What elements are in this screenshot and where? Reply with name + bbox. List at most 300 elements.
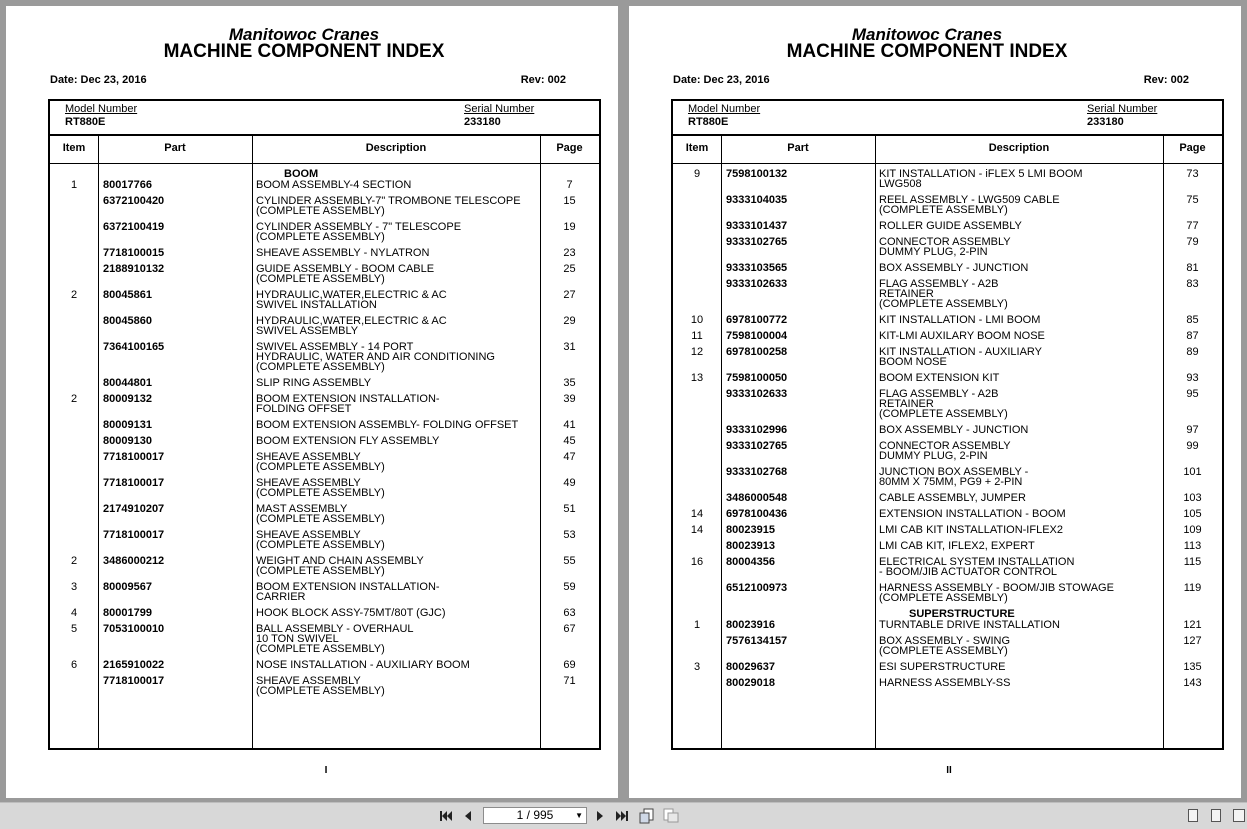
description-line: 10 TON SWIVEL <box>256 633 339 645</box>
description-line: HYDRAULIC, WATER AND AIR CONDITIONING <box>256 351 495 363</box>
part-description <box>875 636 1163 656</box>
description-line: RETAINER <box>879 398 934 410</box>
description-line: BOOM EXTENSION ASSEMBLY- FOLDING OFFSET <box>256 419 519 431</box>
item-number <box>50 342 98 372</box>
page-reference[interactable]: 85 <box>1186 314 1199 326</box>
item-number: 1 <box>693 619 701 631</box>
part-number: 80009567 <box>103 581 152 593</box>
table-row <box>50 660 599 670</box>
item-number: 16 <box>690 556 704 568</box>
part-description <box>875 263 1163 273</box>
header-divider <box>50 163 599 164</box>
serial-number-label: Serial Number <box>1087 103 1158 115</box>
page-reference[interactable]: 101 <box>1183 466 1202 478</box>
table-row <box>50 342 599 372</box>
description-line: (COMPLETE ASSEMBLY) <box>256 461 385 473</box>
table-body <box>50 169 599 702</box>
description-line: (COMPLETE ASSEMBLY) <box>256 539 385 551</box>
part-description <box>875 279 1163 309</box>
part-description <box>252 378 540 388</box>
table-row <box>673 331 1222 341</box>
part-description <box>252 420 540 430</box>
table-row <box>673 636 1222 656</box>
document-date: Date: Dec 23, 2016 <box>50 74 147 86</box>
header-divider <box>673 163 1222 164</box>
part-number: 7718100017 <box>103 451 165 463</box>
part-number: 7576134157 <box>726 635 788 647</box>
part-description <box>875 389 1163 419</box>
description-line: (COMPLETE ASSEMBLY) <box>879 408 1008 420</box>
description-line: JUNCTION BOX ASSEMBLY - <box>879 466 1029 478</box>
part-description <box>875 195 1163 215</box>
item-number <box>673 441 721 461</box>
table-row <box>673 441 1222 461</box>
description-line: (COMPLETE ASSEMBLY) <box>256 513 385 525</box>
page-reference[interactable]: 63 <box>563 607 576 619</box>
part-description <box>875 331 1163 341</box>
table-row <box>50 394 599 414</box>
description-line: SHEAVE ASSEMBLY - NYLATRON <box>256 247 430 259</box>
page-reference[interactable]: 79 <box>1186 236 1199 248</box>
item-number <box>673 541 721 551</box>
item-number <box>50 264 98 284</box>
description-line: REEL ASSEMBLY - LWG509 CABLE <box>879 194 1060 206</box>
table-row <box>50 676 599 696</box>
description-line: SWIVEL INSTALLATION <box>256 299 377 311</box>
part-description <box>252 660 540 670</box>
part-number: 7718100017 <box>103 675 165 687</box>
part-number: 80045861 <box>103 289 152 301</box>
item-number <box>50 676 98 696</box>
column-header-page: Page <box>1179 142 1206 154</box>
table-row <box>673 557 1222 577</box>
first-page-icon[interactable] <box>437 807 455 825</box>
document-revision: Rev: 002 <box>1143 74 1189 86</box>
table-row <box>673 541 1222 551</box>
page-reference[interactable]: 27 <box>563 289 576 301</box>
part-number: 80029637 <box>726 661 775 673</box>
description-line: CONNECTOR ASSEMBLY <box>879 440 1011 452</box>
part-number: 6978100772 <box>726 314 788 326</box>
part-number: 9333102765 <box>726 236 788 248</box>
page-reference[interactable]: 127 <box>1183 635 1202 647</box>
item-number: 2 <box>70 555 78 567</box>
item-number: 3 <box>693 661 701 673</box>
description-line: HARNESS ASSEMBLY - BOOM/JIB STOWAGE <box>879 582 1114 594</box>
document-page-right <box>629 6 1241 798</box>
description-line: BOX ASSEMBLY - SWING <box>879 635 1011 647</box>
page-footer-number: I <box>324 765 328 776</box>
description-line: KIT INSTALLATION - iFLEX 5 LMI BOOM <box>879 168 1083 180</box>
page-reference[interactable]: 135 <box>1183 661 1202 673</box>
table-row <box>50 608 599 618</box>
description-line: BOOM NOSE <box>879 356 947 368</box>
document-revision: Rev: 002 <box>520 74 566 86</box>
part-description <box>252 342 540 372</box>
single-page-view-icon[interactable] <box>1188 809 1198 822</box>
page-reference[interactable]: 45 <box>563 435 576 447</box>
item-number <box>50 248 98 258</box>
page-reference[interactable]: 41 <box>563 419 576 431</box>
description-line: SHEAVE ASSEMBLY <box>256 477 361 489</box>
page-reference[interactable]: 83 <box>1186 278 1199 290</box>
prev-page-icon[interactable] <box>459 807 477 825</box>
description-line: (COMPLETE ASSEMBLY) <box>256 361 385 373</box>
description-line: BOOM EXTENSION FLY ASSEMBLY <box>256 435 440 447</box>
part-description <box>252 530 540 550</box>
page-reference[interactable]: 73 <box>1186 168 1199 180</box>
page-reference[interactable]: 121 <box>1183 619 1202 631</box>
part-description <box>252 196 540 216</box>
model-info-box <box>673 101 1222 136</box>
description-line: HYDRAULIC,WATER,ELECTRIC & AC <box>256 289 447 301</box>
item-number <box>673 389 721 419</box>
page-reference[interactable]: 39 <box>563 393 576 405</box>
section-heading: BOOM <box>284 168 319 180</box>
table-row <box>673 169 1222 189</box>
page-reference[interactable]: 77 <box>1186 220 1199 232</box>
page-reference[interactable]: 67 <box>563 623 576 635</box>
viewer-toolbar <box>0 802 1247 829</box>
table-row <box>673 389 1222 419</box>
part-number: 80009132 <box>103 393 152 405</box>
description-line: (COMPLETE ASSEMBLY) <box>256 565 385 577</box>
component-table <box>48 99 601 750</box>
item-number <box>50 504 98 524</box>
item-number: 9 <box>693 168 701 180</box>
page-reference[interactable]: 59 <box>563 581 576 593</box>
part-description <box>252 264 540 284</box>
part-number: 7718100017 <box>103 477 165 489</box>
part-description <box>875 525 1163 535</box>
description-line: (COMPLETE ASSEMBLY) <box>879 592 1008 604</box>
company-name: Manitowoc Cranes <box>228 25 380 44</box>
column-header-part: Part <box>787 142 809 154</box>
part-number: 3486000212 <box>103 555 165 567</box>
description-line: 80MM X 75MM, PG9 + 2-PIN <box>879 476 1023 488</box>
continuous-view-icon[interactable] <box>1211 809 1221 822</box>
page-reference[interactable]: 115 <box>1183 556 1202 568</box>
part-number: 7598100132 <box>726 168 788 180</box>
part-number: 80004356 <box>726 556 775 568</box>
item-number: 6 <box>70 659 78 671</box>
description-line: - BOOM/JIB ACTUATOR CONTROL <box>879 566 1058 578</box>
description-line: NOSE INSTALLATION - AUXILIARY BOOM <box>256 659 470 671</box>
part-number: 7053100010 <box>103 623 165 635</box>
part-description <box>252 394 540 414</box>
page-reference[interactable]: 93 <box>1186 372 1199 384</box>
table-row <box>673 373 1222 383</box>
part-description <box>875 467 1163 487</box>
part-number: 80023915 <box>726 524 775 536</box>
table-row <box>673 493 1222 503</box>
description-line: KIT INSTALLATION - LMI BOOM <box>879 314 1041 326</box>
item-number: 13 <box>690 372 704 384</box>
page-number-input[interactable] <box>483 807 587 824</box>
document-title: MACHINE COMPONENT INDEX <box>163 41 445 62</box>
part-number: 9333104035 <box>726 194 788 206</box>
table-row <box>673 620 1222 630</box>
item-number: 3 <box>70 581 78 593</box>
part-number: 80009131 <box>103 419 152 431</box>
description-line: DUMMY PLUG, 2-PIN <box>879 246 988 258</box>
model-number-label: Model Number <box>65 103 138 115</box>
chevron-down-icon[interactable]: ▼ <box>575 811 583 820</box>
item-number <box>673 583 721 603</box>
part-description <box>252 556 540 576</box>
table-row <box>50 316 599 336</box>
part-number: 80023913 <box>726 540 775 552</box>
description-line: MAST ASSEMBLY <box>256 503 348 515</box>
part-description <box>875 509 1163 519</box>
next-page-icon[interactable] <box>591 807 609 825</box>
page-reference[interactable]: 71 <box>563 675 576 687</box>
page-reference[interactable]: 35 <box>563 377 576 389</box>
part-number: 2165910022 <box>103 659 165 671</box>
page-reference[interactable]: 53 <box>563 529 576 541</box>
item-number <box>50 436 98 446</box>
table-row <box>673 221 1222 231</box>
part-description <box>875 620 1163 630</box>
description-line: HOOK BLOCK ASSY-75MT/80T (GJC) <box>256 607 446 619</box>
description-line: BOOM ASSEMBLY-4 SECTION <box>256 179 412 191</box>
description-line: FLAG ASSEMBLY - A2B <box>879 278 999 290</box>
page-reference[interactable]: 87 <box>1186 330 1199 342</box>
part-number: 9333102633 <box>726 388 788 400</box>
item-number: 11 <box>691 330 703 342</box>
table-row <box>673 195 1222 215</box>
part-description <box>252 436 540 446</box>
part-number: 3486000548 <box>726 492 788 504</box>
description-line: LMI CAB KIT INSTALLATION-IFLEX2 <box>879 524 1063 536</box>
part-description <box>252 504 540 524</box>
description-line: BOX ASSEMBLY - JUNCTION <box>879 262 1029 274</box>
description-line: (COMPLETE ASSEMBLY) <box>256 231 385 243</box>
item-number: 14 <box>690 524 704 536</box>
part-description <box>875 347 1163 367</box>
table-row <box>50 582 599 602</box>
description-line: SHEAVE ASSEMBLY <box>256 675 361 687</box>
page-reference[interactable]: 47 <box>563 451 576 463</box>
model-info-box <box>50 101 599 136</box>
part-number: 2188910132 <box>103 263 165 275</box>
description-line: HARNESS ASSEMBLY-SS <box>879 677 1011 689</box>
description-line: CYLINDER ASSEMBLY-7" TROMBONE TELESCOPE <box>256 195 521 207</box>
item-number: 2 <box>70 393 78 405</box>
part-number: 9333101437 <box>726 220 788 232</box>
page-reference[interactable]: 19 <box>563 221 576 233</box>
page-reference[interactable]: 109 <box>1183 524 1202 536</box>
description-line: (COMPLETE ASSEMBLY) <box>879 298 1008 310</box>
description-line: SWIVEL ASSEMBLY <box>256 325 359 337</box>
description-line: (COMPLETE ASSEMBLY) <box>256 205 385 217</box>
description-line: BOOM EXTENSION KIT <box>879 372 1000 384</box>
item-number: 2 <box>70 289 78 301</box>
page-reference[interactable]: 113 <box>1183 540 1202 552</box>
page-reference[interactable]: 7 <box>566 179 573 191</box>
description-line: ROLLER GUIDE ASSEMBLY <box>879 220 1022 232</box>
page-reference[interactable]: 23 <box>563 247 576 259</box>
page-reference[interactable]: 69 <box>563 659 576 671</box>
part-number: 80045860 <box>103 315 152 327</box>
description-line: (COMPLETE ASSEMBLY) <box>256 685 385 697</box>
page-footer-number: II <box>946 765 952 776</box>
page-reference[interactable]: 29 <box>563 315 576 327</box>
part-number: 9333102633 <box>726 278 788 290</box>
serial-number-label: Serial Number <box>464 103 535 115</box>
part-description <box>875 678 1163 688</box>
table-row <box>50 264 599 284</box>
column-header-item: Item <box>685 142 709 154</box>
description-line: (COMPLETE ASSEMBLY) <box>256 273 385 285</box>
part-number: 6978100258 <box>726 346 788 358</box>
part-number: 6372100419 <box>103 221 165 233</box>
description-line: CYLINDER ASSEMBLY - 7" TELESCOPE <box>256 221 462 233</box>
item-number: 5 <box>70 623 78 635</box>
description-line: RETAINER <box>879 288 934 300</box>
part-description <box>252 608 540 618</box>
description-line: (COMPLETE ASSEMBLY) <box>256 643 385 655</box>
table-row <box>673 347 1222 367</box>
description-line: KIT-LMI AUXILARY BOOM NOSE <box>879 330 1045 342</box>
table-row <box>673 279 1222 309</box>
item-number <box>50 196 98 216</box>
document-title: MACHINE COMPONENT INDEX <box>786 41 1068 62</box>
table-row <box>673 525 1222 535</box>
description-line: ELECTRICAL SYSTEM INSTALLATION <box>879 556 1075 568</box>
item-number <box>673 263 721 273</box>
item-number <box>50 530 98 550</box>
item-number <box>50 452 98 472</box>
part-number: 80044801 <box>103 377 152 389</box>
page-reference[interactable]: 97 <box>1186 424 1199 436</box>
description-line: ESI SUPERSTRUCTURE <box>879 661 1006 673</box>
part-description <box>252 582 540 602</box>
item-number <box>50 478 98 498</box>
page-indicator-text: 1 / 995 <box>516 808 554 822</box>
table-row <box>50 378 599 388</box>
table-row <box>673 425 1222 435</box>
description-line: (COMPLETE ASSEMBLY) <box>256 487 385 499</box>
item-number <box>673 279 721 309</box>
table-row <box>673 509 1222 519</box>
table-row <box>673 467 1222 487</box>
table-row <box>50 420 599 430</box>
page-reference[interactable]: 15 <box>563 195 576 207</box>
table-row <box>673 263 1222 273</box>
part-number: 9333102996 <box>726 424 788 436</box>
item-number: 14 <box>690 508 704 520</box>
page-reference[interactable]: 31 <box>563 341 576 353</box>
part-number: 7718100017 <box>103 529 165 541</box>
item-number: 10 <box>690 314 704 326</box>
description-line: WEIGHT AND CHAIN ASSEMBLY <box>256 555 424 567</box>
item-number: 12 <box>690 346 704 358</box>
item-number: 4 <box>70 607 78 619</box>
part-description <box>252 248 540 258</box>
description-line: SHEAVE ASSEMBLY <box>256 451 361 463</box>
item-number: 1 <box>70 179 78 191</box>
description-line: BOOM EXTENSION INSTALLATION- <box>256 581 440 593</box>
table-body <box>673 169 1222 694</box>
table-row <box>50 196 599 216</box>
part-number: 6978100436 <box>726 508 788 520</box>
part-description <box>252 478 540 498</box>
part-description <box>252 180 540 190</box>
page-reference[interactable]: 119 <box>1183 582 1202 594</box>
column-header-page: Page <box>556 142 583 154</box>
part-description <box>875 169 1163 189</box>
part-number: 80029018 <box>726 677 775 689</box>
part-number: 9333103565 <box>726 262 788 274</box>
item-number <box>673 493 721 503</box>
page-reference[interactable]: 105 <box>1183 508 1202 520</box>
description-line: LWG508 <box>879 178 922 190</box>
page-reference[interactable]: 143 <box>1183 677 1202 689</box>
page-reference[interactable]: 25 <box>563 263 576 275</box>
part-description <box>252 452 540 472</box>
part-number: 6372100420 <box>103 195 165 207</box>
part-number: 80023916 <box>726 619 775 631</box>
table-row <box>673 315 1222 325</box>
rotate-page-icon[interactable] <box>638 807 656 825</box>
item-number <box>50 420 98 430</box>
page-reference[interactable]: 99 <box>1186 440 1199 452</box>
part-description <box>875 425 1163 435</box>
page-reference[interactable]: 103 <box>1183 492 1202 504</box>
page-reference[interactable]: 95 <box>1186 388 1199 400</box>
part-description <box>875 373 1163 383</box>
page-reference[interactable]: 51 <box>563 503 576 515</box>
table-row <box>50 290 599 310</box>
description-line: FOLDING OFFSET <box>256 403 352 415</box>
part-number: 7718100015 <box>103 247 165 259</box>
document-date: Date: Dec 23, 2016 <box>673 74 770 86</box>
serial-number-value: 233180 <box>464 116 501 128</box>
part-description <box>252 316 540 336</box>
description-line: CARRIER <box>256 591 306 603</box>
part-description <box>875 583 1163 603</box>
table-row <box>673 678 1222 688</box>
part-description <box>252 624 540 654</box>
page-reference[interactable]: 81 <box>1186 262 1199 274</box>
page-reference[interactable]: 89 <box>1186 346 1199 358</box>
description-line: SWIVEL ASSEMBLY - 14 PORT <box>256 341 414 353</box>
item-number <box>673 467 721 487</box>
table-row <box>50 504 599 524</box>
table-row <box>673 662 1222 672</box>
table-row <box>673 583 1222 603</box>
item-number <box>50 222 98 242</box>
item-number <box>673 195 721 215</box>
rotate-page-alt-icon[interactable] <box>662 807 680 825</box>
description-line: SLIP RING ASSEMBLY <box>256 377 372 389</box>
two-page-view-icon[interactable] <box>1233 809 1245 822</box>
model-number-label: Model Number <box>688 103 761 115</box>
part-number: 80001799 <box>103 607 152 619</box>
item-number <box>673 678 721 688</box>
last-page-icon[interactable] <box>613 807 631 825</box>
page-reference[interactable]: 55 <box>563 555 576 567</box>
description-line: CABLE ASSEMBLY, JUMPER <box>879 492 1026 504</box>
part-number: 7598100050 <box>726 372 788 384</box>
page-reference[interactable]: 75 <box>1186 194 1199 206</box>
part-number: 7598100004 <box>726 330 788 342</box>
description-line: LMI CAB KIT, IFLEX2, EXPERT <box>879 540 1035 552</box>
page-reference[interactable]: 49 <box>563 477 576 489</box>
column-header-description: Description <box>365 142 427 154</box>
table-row <box>50 248 599 258</box>
